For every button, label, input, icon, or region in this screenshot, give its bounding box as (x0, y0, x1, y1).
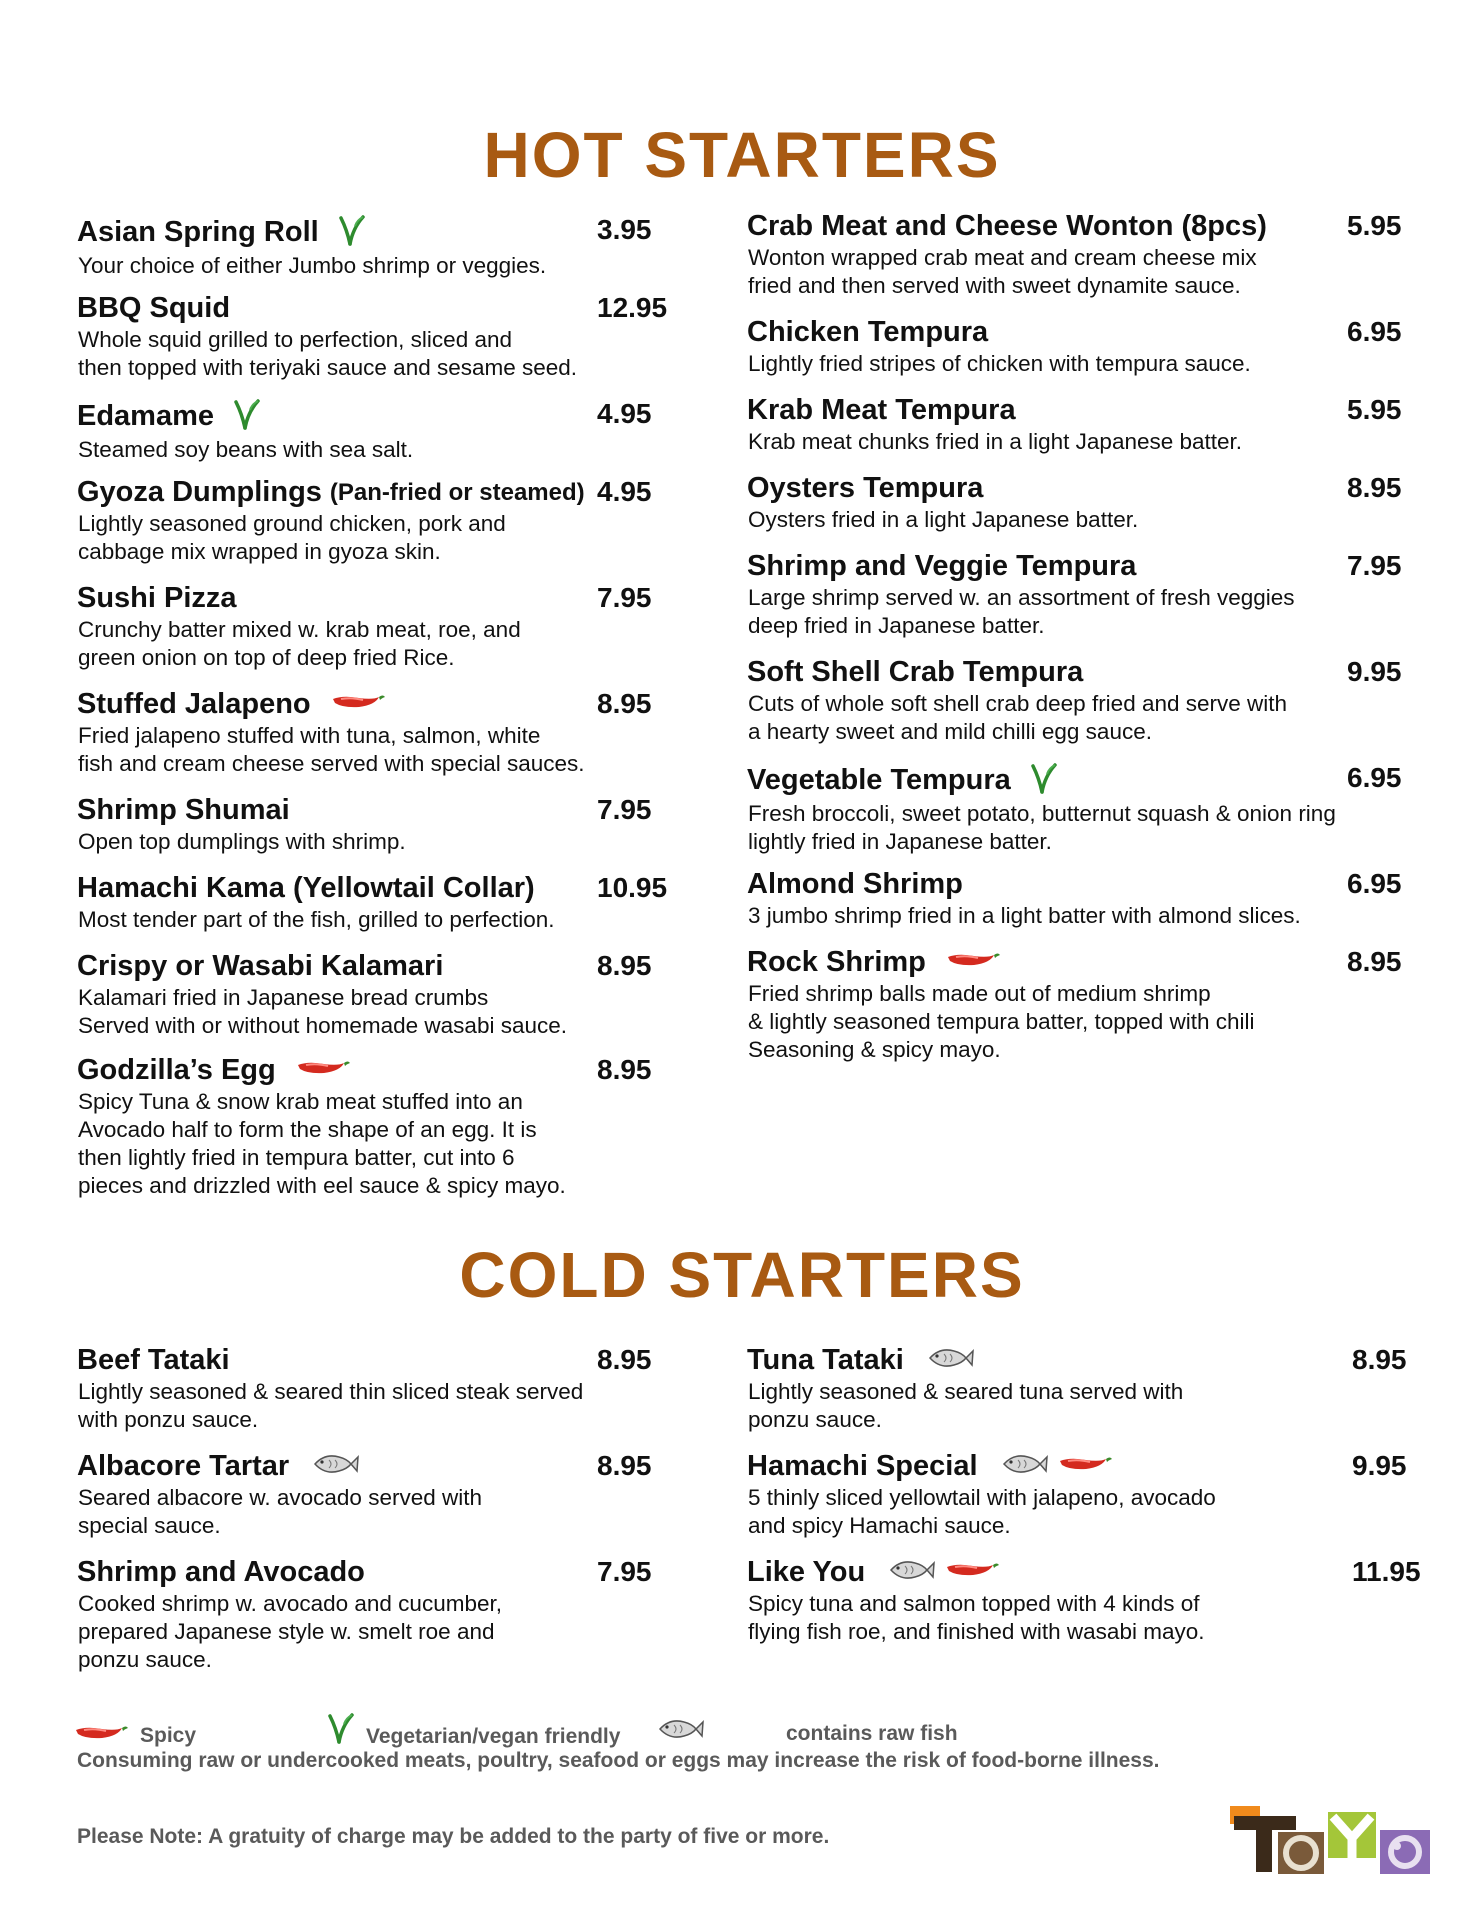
menu-item-name: Chicken Tempura (747, 316, 989, 348)
vegetarian-icon (326, 1712, 356, 1750)
chili-pepper-icon (944, 949, 1002, 976)
chili-pepper-icon (329, 691, 387, 718)
menu-item-price: 8.95 (597, 1054, 652, 1085)
menu-item-description: Open top dumplings with shrimp. (78, 829, 406, 854)
menu-item-name: Vegetable Tempura (747, 764, 1011, 796)
menu-item-description: Oysters fried in a light Japanese batter. (748, 507, 1139, 532)
menu-item-price: 12.95 (597, 292, 668, 323)
menu-item-description: Fresh broccoli, sweet potato, butternut squash & onion ring lightly fried in Japanese batter. (748, 801, 1336, 854)
menu-item (77, 688, 652, 778)
menu-item-name: Rock Shrimp (747, 946, 926, 978)
menu-item-name: Godzilla’s Egg (77, 1054, 276, 1086)
menu-item (747, 550, 1402, 640)
menu-item-name: Oysters Tempura (747, 472, 984, 504)
menu-item-name: Shrimp and Veggie Tempura (747, 550, 1137, 582)
menu-item-price: 7.95 (597, 1556, 652, 1587)
icon-legend (0, 1722, 1484, 1752)
menu-item (747, 1450, 1407, 1540)
menu-item-name: Almond Shrimp (747, 868, 963, 900)
menu-item (77, 950, 652, 1040)
menu-item (747, 656, 1402, 746)
menu-item-header (747, 1344, 1183, 1377)
menu-item-name: Stuffed Jalapeno (77, 688, 311, 720)
menu-item-description: Cooked shrimp w. avocado and cucumber, prepared Japanese style w. smelt roe and ponzu sauce. (78, 1591, 502, 1672)
menu-item-price: 8.95 (1352, 1344, 1407, 1375)
menu-item (747, 946, 1402, 1064)
menu-item-header (77, 1344, 583, 1377)
menu-item-price: 7.95 (597, 794, 652, 825)
menu-item-header (77, 950, 567, 983)
menu-item-price: 5.95 (1347, 394, 1402, 425)
menu-item-name: Krab Meat Tempura (747, 394, 1016, 426)
legend-spicy (72, 1722, 196, 1750)
menu-item-name: Albacore Tartar (77, 1450, 290, 1482)
menu-item (77, 1054, 652, 1200)
menu-item (747, 316, 1402, 378)
menu-item (77, 794, 652, 856)
toyo-logo (1230, 1806, 1436, 1876)
vegetarian-icon (1029, 762, 1059, 799)
menu-item-name: Like You (747, 1556, 866, 1588)
menu-item-description: 3 jumbo shrimp fried in a light batter with almond slices. (748, 903, 1301, 928)
menu-item (747, 868, 1402, 930)
menu-item-header (747, 472, 1138, 505)
menu-item-description: Fried shrimp balls made out of medium shrimp & lightly seasoned tempura batter, topped with chili Seasoning & spicy mayo. (748, 981, 1255, 1062)
menu-item-name: Gyoza Dumplings (77, 476, 322, 508)
menu-item-header (747, 1556, 1204, 1589)
gratuity-note: Please Note: A gratuity of charge may be added to the party of five or more. (77, 1825, 830, 1848)
menu-item-price: 8.95 (1347, 946, 1402, 977)
menu-item-header (77, 476, 585, 509)
chili-pepper-icon (1056, 1453, 1114, 1480)
menu-item-price: 7.95 (1347, 550, 1402, 581)
raw-fish-icon (922, 1345, 974, 1376)
menu-item-header (747, 762, 1336, 799)
chili-pepper-icon (72, 1722, 130, 1750)
menu-item (77, 476, 652, 566)
menu-item-description: Crunchy batter mixed w. krab meat, roe, and green onion on top of deep fried Rice. (78, 617, 521, 670)
raw-fish-icon (883, 1557, 935, 1588)
menu-item-name: Asian Spring Roll (77, 216, 319, 248)
menu-item-description: Large shrimp served w. an assortment of fresh veggies deep fried in Japanese batter. (748, 585, 1295, 638)
menu-item (747, 472, 1402, 534)
menu-item-name: Shrimp and Avocado (77, 1556, 365, 1588)
menu-item-description: Kalamari fried in Japanese bread crumbs Served with or without homemade wasabi sauce. (78, 985, 568, 1038)
menu-item-description: Seared albacore w. avocado served with special sauce. (78, 1485, 482, 1538)
menu-item-description: Fried jalapeno stuffed with tuna, salmon, white fish and cream cheese served with special sauces. (78, 723, 585, 776)
legend-raw-fish-label: contains raw fish (786, 1722, 958, 1745)
menu-item (77, 1344, 652, 1434)
cold-starters-title: COLD STARTERS (459, 1239, 1025, 1311)
menu-item-description: Lightly seasoned & seared tuna served with ponzu sauce. (748, 1379, 1184, 1432)
menu-item-header (77, 794, 406, 827)
menu-item (747, 210, 1402, 300)
health-warning: Consuming raw or undercooked meats, poultry, seafood or eggs may increase the risk of food-borne illness. (77, 1749, 1160, 1772)
menu-item (747, 1344, 1407, 1434)
menu-item-icons (307, 1451, 359, 1482)
menu-item (77, 1556, 652, 1674)
menu-item-icons (996, 1451, 1114, 1482)
menu-item-icons (329, 691, 387, 718)
menu-item-price: 8.95 (597, 1344, 652, 1375)
chili-pepper-icon (294, 1057, 352, 1084)
menu-item-name: Crispy or Wasabi Kalamari (77, 950, 444, 982)
menu-item-description: Spicy tuna and salmon topped with 4 kinds of flying fish roe, and finished with wasabi mayo. (748, 1591, 1205, 1644)
menu-item-price: 8.95 (597, 950, 652, 981)
menu-item-icons (944, 949, 1002, 976)
menu-item (77, 872, 668, 934)
legend-spicy-label: Spicy (140, 1724, 197, 1747)
menu-item-price: 8.95 (1347, 472, 1402, 503)
menu-item-name: Soft Shell Crab Tempura (747, 656, 1084, 688)
menu-item-header (77, 872, 555, 905)
menu-item (747, 1556, 1421, 1646)
menu-item (77, 292, 668, 382)
menu-item-price: 11.95 (1352, 1556, 1421, 1587)
menu-item-price: 7.95 (597, 582, 652, 613)
menu-item-header (747, 550, 1295, 583)
menu-item-price: 9.95 (1352, 1450, 1407, 1481)
menu-item-description: Whole squid grilled to perfection, sliced and then topped with teriyaki sauce and sesame seed. (78, 327, 578, 380)
menu-item-header (77, 1054, 566, 1087)
menu-item-name: BBQ Squid (77, 292, 231, 324)
menu-item (77, 398, 652, 464)
menu-item-header (77, 582, 521, 615)
menu-item-price: 9.95 (1347, 656, 1402, 687)
menu-item-price: 3.95 (597, 214, 652, 245)
raw-fish-icon (307, 1451, 359, 1482)
menu-item-header (747, 946, 1255, 979)
menu-item-description: Spicy Tuna & snow krab meat stuffed into an Avocado half to form the shape of an egg. It is then lightly fried in tempura batter, cut into 6 pieces and drizzled with eel sauce & spicy mayo. (78, 1089, 566, 1198)
menu-item-price: 6.95 (1347, 762, 1402, 793)
menu-item-description: Lightly fried stripes of chicken with tempura sauce. (748, 351, 1251, 376)
menu-item-description: Cuts of whole soft shell crab deep fried and serve with a hearty sweet and mild chilli egg sauce. (748, 691, 1288, 744)
menu-item-icons (883, 1557, 1001, 1588)
menu-item-description: 5 thinly sliced yellowtail with jalapeno, avocado and spicy Hamachi sauce. (748, 1485, 1216, 1538)
menu-item-header (77, 214, 546, 251)
chili-pepper-icon (943, 1559, 1001, 1586)
raw-fish-icon (652, 1716, 704, 1748)
menu-item-description: Wonton wrapped crab meat and cream cheese mix fried and then served with sweet dynamite sauce. (748, 245, 1257, 298)
menu-item-icons (337, 214, 367, 251)
legend-raw-fish (652, 1716, 704, 1748)
menu-item (747, 762, 1402, 856)
menu-item (747, 394, 1402, 456)
legend-vegetarian (326, 1712, 620, 1750)
menu-item (77, 582, 652, 672)
menu-item-header (77, 398, 413, 435)
menu-item-description: Lightly seasoned & seared thin sliced steak served with ponzu sauce. (78, 1379, 584, 1432)
raw-fish-icon (996, 1451, 1048, 1482)
menu-item-name: Hamachi Kama (Yellowtail Collar) (77, 872, 535, 904)
menu-item-name: Beef Tataki (77, 1344, 230, 1376)
vegetarian-icon (232, 398, 262, 435)
menu-item-header (747, 394, 1242, 427)
menu-item-icons (1029, 762, 1059, 799)
menu-item-name: Sushi Pizza (77, 582, 237, 614)
menu-item-header (77, 292, 577, 325)
menu-item-name: Shrimp Shumai (77, 794, 290, 826)
menu-item-price: 10.95 (597, 872, 668, 903)
menu-item-header (747, 656, 1287, 689)
menu-item-price: 4.95 (597, 476, 652, 507)
menu-item-name: Hamachi Special (747, 1450, 978, 1482)
vegetarian-icon (337, 214, 367, 251)
menu-item-name: Edamame (77, 400, 215, 432)
menu-item-price: 8.95 (597, 688, 652, 719)
menu-item-description: Your choice of either Jumbo shrimp or veggies. (78, 253, 547, 278)
menu-item-header (747, 1450, 1216, 1483)
menu-item-icons (294, 1057, 352, 1084)
menu-item-description: Krab meat chunks fried in a light Japanese batter. (748, 429, 1243, 454)
hot-starters-title: HOT STARTERS (483, 119, 1001, 191)
menu-item-name: Crab Meat and Cheese Wonton (8pcs) (747, 210, 1267, 242)
menu-item-header (747, 316, 1251, 349)
legend-vegetarian-label: Vegetarian/vegan friendly (366, 1725, 621, 1748)
menu-item-header (77, 688, 585, 721)
menu-item-header (77, 1556, 502, 1589)
menu-item-description: Most tender part of the fish, grilled to perfection. (78, 907, 555, 932)
menu-item-price: 6.95 (1347, 868, 1402, 899)
menu-item-price: 5.95 (1347, 210, 1402, 241)
menu-item-name: Tuna Tataki (747, 1344, 904, 1376)
menu-item-header (77, 1450, 482, 1483)
menu-item-price: 8.95 (597, 1450, 652, 1481)
menu-item (77, 214, 652, 280)
menu-item (77, 1450, 652, 1540)
menu-item-description: Steamed soy beans with sea salt. (78, 437, 414, 462)
legend-raw-fish-text (786, 1722, 958, 1746)
menu-item-description: Lightly seasoned ground chicken, pork and cabbage mix wrapped in gyoza skin. (78, 511, 506, 564)
menu-item-icons (232, 398, 262, 435)
menu-item-price: 6.95 (1347, 316, 1402, 347)
menu-item-icons (922, 1345, 974, 1376)
menu-item-price: 4.95 (597, 398, 652, 429)
menu-item-note: (Pan-fried or steamed) (329, 478, 585, 506)
menu-item-header (747, 868, 1301, 901)
menu-item-header (747, 210, 1267, 243)
